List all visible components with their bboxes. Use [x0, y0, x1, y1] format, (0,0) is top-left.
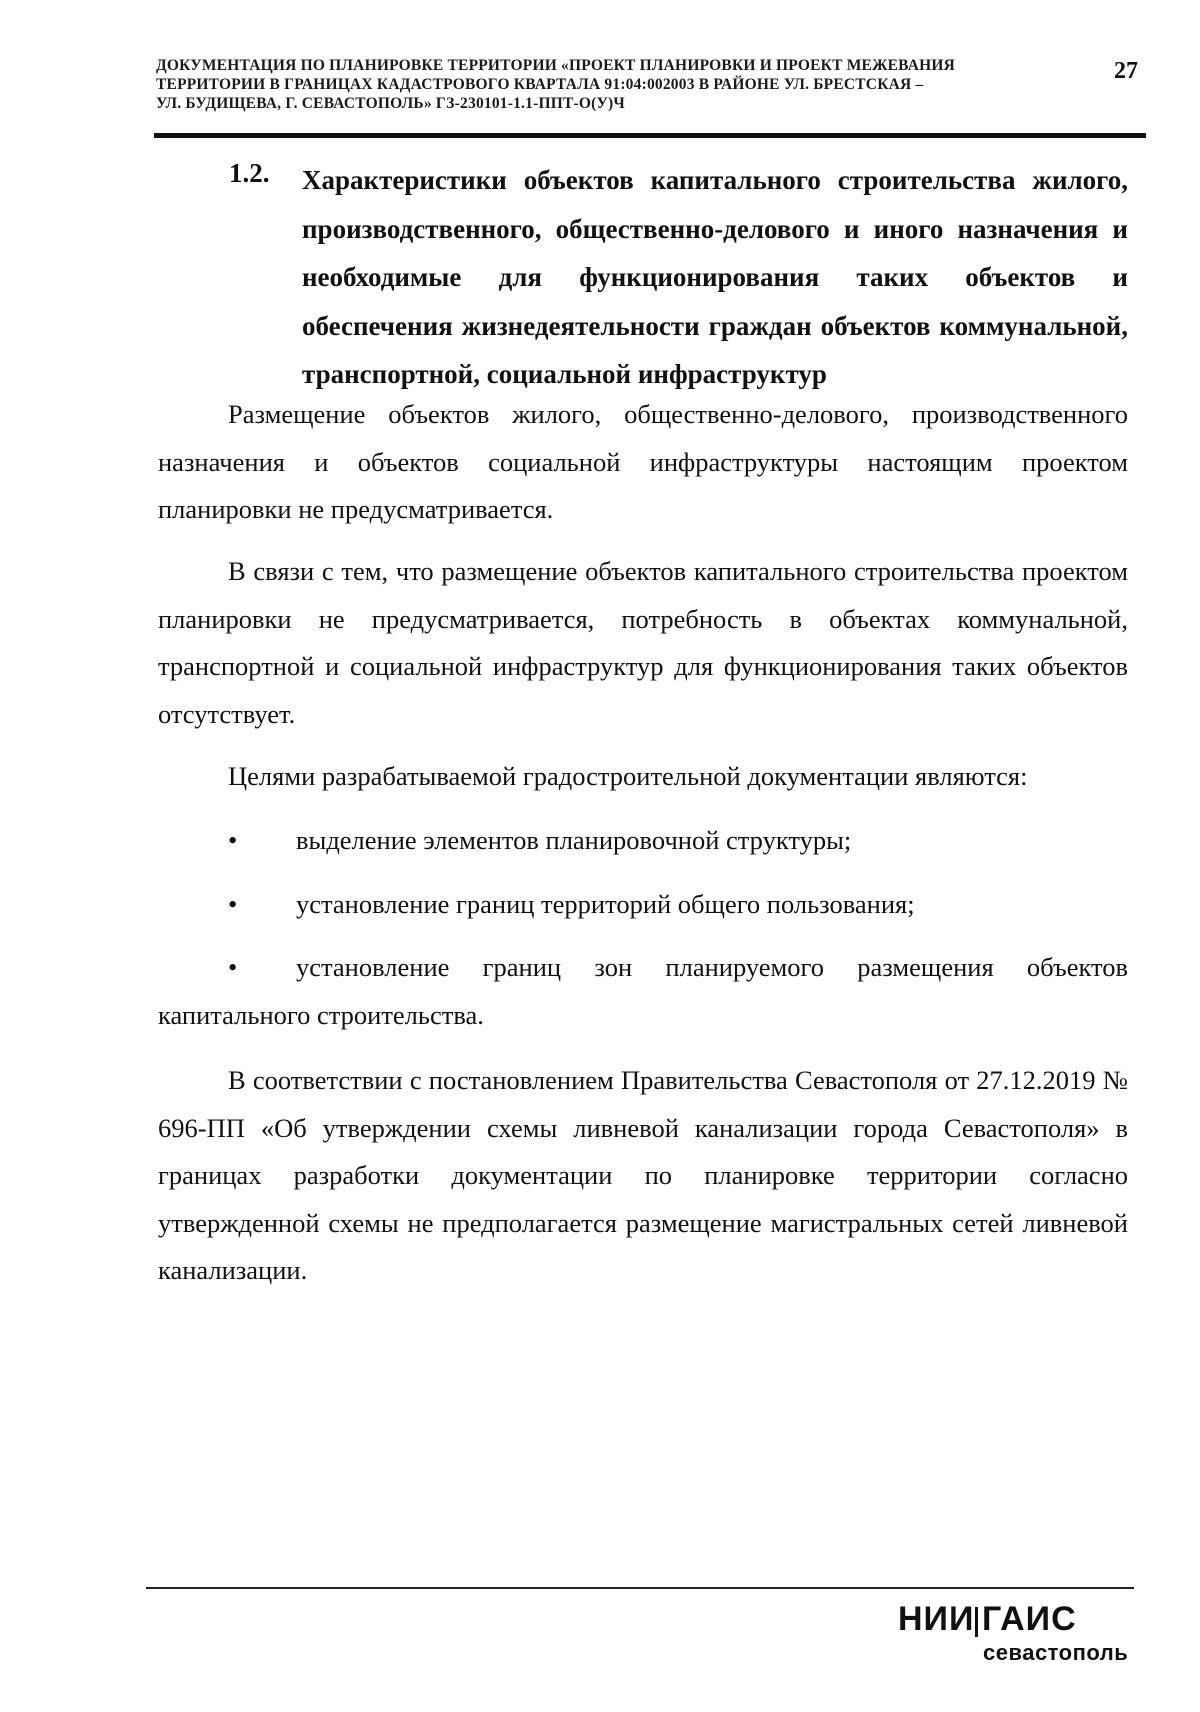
company-logo	[898, 1600, 1138, 1680]
bullet-marker: •	[228, 952, 238, 982]
section-number: 1.2.	[229, 158, 270, 188]
paragraph-placement: Размещение объектов жилого, общественно-делового, производственного назначения и объектов социальной инфраструктуры настоящим проектом планировки не предусматривается.	[158, 399, 1128, 524]
logo-right-text: ГАИС	[982, 1600, 1077, 1638]
list-item	[158, 944, 1128, 1039]
list-item	[158, 817, 1128, 865]
bullet-marker: •	[228, 825, 238, 855]
paragraph-storm-sewer: В соответствии с постановлением Правительства Севастополя от 27.12.2019 № 696-ПП «Об утверждении схемы ливневой канализации города Севастополя» в границах разработки документации по планировке территории согласно утвержденной схемы не предполагается размещение магистральных сетей ливневой канализации.	[158, 1065, 1128, 1285]
logo-subtitle: севастополь	[983, 1640, 1129, 1665]
logo-left-text: НИИ	[898, 1600, 975, 1638]
header-line-3: УЛ. БУДИЩЕВА, Г. СЕВАСТОПОЛЬ» ГЗ-230101-1.1-ППТ-О(У)Ч	[156, 95, 625, 112]
document-header	[156, 56, 1056, 113]
paragraph-goals-intro: Целями разрабатываемой градостроительной документации являются:	[228, 761, 1028, 791]
bullet-marker: •	[228, 889, 238, 919]
logo-separator	[975, 1607, 978, 1637]
list-item-text: установление границ территорий общего пользования;	[296, 889, 915, 919]
list-item-text: выделение элементов планировочной структуры;	[296, 825, 852, 855]
header-line-1: ДОКУМЕНТАЦИЯ ПО ПЛАНИРОВКЕ ТЕРРИТОРИИ «ПРОЕКТ ПЛАНИРОВКИ И ПРОЕКТ МЕЖЕВАНИЯ	[156, 57, 956, 74]
header-line-2: ТЕРРИТОРИИ В ГРАНИЦАХ КАДАСТРОВОГО КВАРТАЛА 91:04:002003 В РАЙОНЕ УЛ. БРЕСТСКАЯ –	[156, 76, 924, 93]
list-item	[158, 881, 1128, 929]
section-title: Характеристики объектов капитального строительства жилого, производственного, общественно-делового и иного назначения и необходимые для функционирования таких объектов и обеспечения жизнедеятельности граждан объектов коммунальной, транспортной, социальной инфраструктур	[302, 165, 1128, 389]
page-number: 27	[1114, 58, 1138, 84]
list-item-text: установление границ зон планируемого размещения объектов капитального строительства.	[158, 952, 1128, 1030]
footer-divider	[146, 1587, 1134, 1589]
header-divider	[154, 133, 1146, 138]
paragraph-infrastructure-need: В связи с тем, что размещение объектов капитального строительства проектом планировки не предусматривается, потребность в объектах коммунальной, транспортной и социальной инфраструктур для функционирования таких объектов отсутствует.	[158, 556, 1128, 729]
